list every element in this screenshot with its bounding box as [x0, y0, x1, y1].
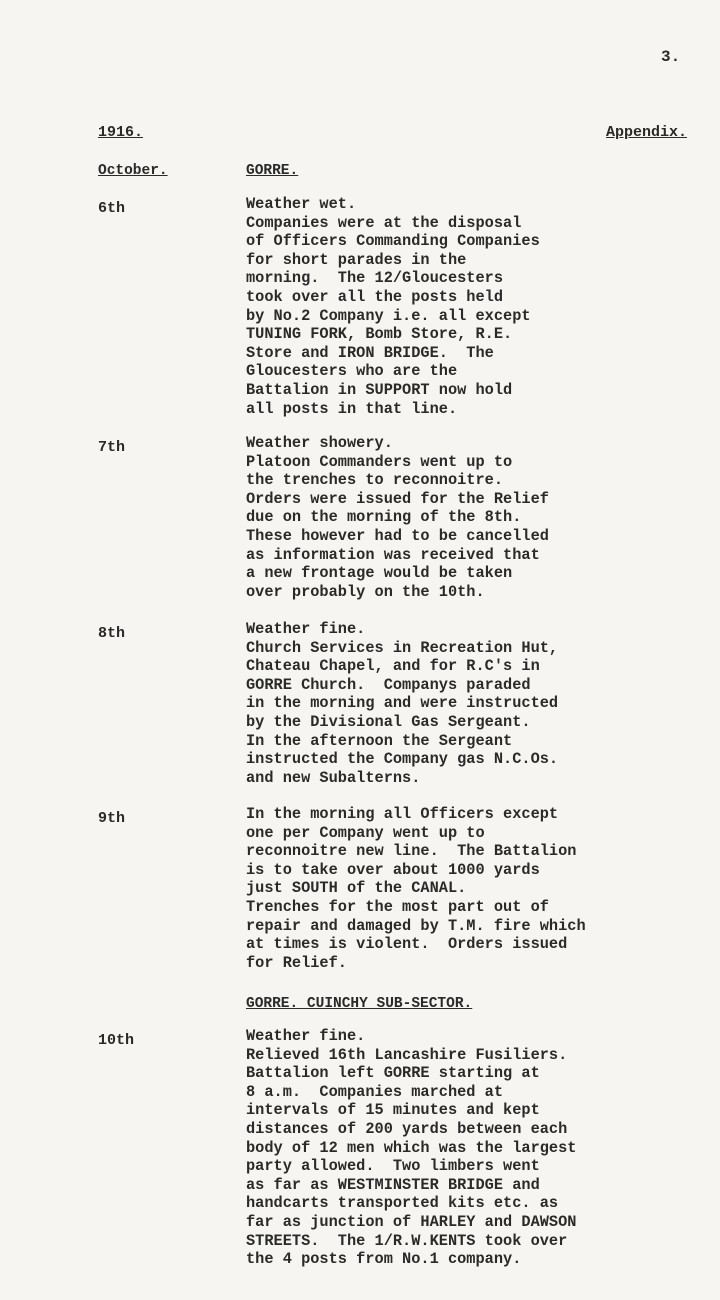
entry-line: intervals of 15 minutes and kept: [246, 1101, 540, 1120]
entry-line: Companies were at the disposal: [246, 213, 522, 232]
entry-line: body of 12 men which was the largest: [246, 1138, 577, 1157]
entry-date-6th: 6th: [98, 200, 126, 217]
entry-line: STREETS. The 1/R.W.KENTS took over: [246, 1231, 568, 1250]
entry-line: by the Divisional Gas Sergeant.: [246, 712, 531, 731]
entry-line: as information was received that: [246, 545, 540, 564]
entry-line: GORRE Church. Companys paraded: [246, 675, 531, 694]
entry-line: Weather wet.: [246, 195, 357, 213]
entry-line: took over all the posts held: [246, 287, 504, 306]
entry-line: a new frontage would be taken: [246, 564, 513, 583]
entry-text-9th: [246, 805, 666, 972]
entry-text-8th: [246, 620, 666, 787]
entry-line: TUNING FORK, Bomb Store, R.E.: [246, 325, 513, 344]
entry-line: by No.2 Company i.e. all except: [246, 306, 531, 325]
entry-date-7th: 7th: [98, 439, 126, 456]
entry-line: Store and IRON BRIDGE. The: [246, 343, 494, 362]
entry-line: instructed the Company gas N.C.Os.: [246, 750, 559, 769]
entry-line: of Officers Commanding Companies: [246, 232, 540, 251]
entry-text-6th: [246, 195, 666, 418]
entry-line: far as junction of HARLEY and DAWSON: [246, 1212, 577, 1231]
entry-line: In the morning all Officers except: [246, 805, 559, 823]
entry-date-8th: 8th: [98, 625, 126, 642]
entry-line: handcarts transported kits etc. as: [246, 1194, 559, 1213]
entry-line: party allowed. Two limbers went: [246, 1157, 540, 1176]
entry-line: Platoon Commanders went up to: [246, 452, 513, 471]
location-heading-gorre: GORRE.: [246, 163, 299, 179]
entry-line: Weather fine.: [246, 1027, 366, 1045]
entry-line: reconnoitre new line. The Battalion: [246, 842, 577, 861]
entry-text-7th: [246, 434, 666, 601]
entry-line: Trenches for the most part out of: [246, 897, 549, 916]
entry-date-10th: 10th: [98, 1032, 135, 1049]
entry-date-9th: 9th: [98, 810, 126, 827]
entry-line: Weather showery.: [246, 434, 393, 452]
entry-line: at times is violent. Orders issued: [246, 935, 568, 954]
entry-line: repair and damaged by T.M. fire which: [246, 916, 586, 935]
entry-line: These however had to be cancelled: [246, 526, 549, 545]
entry-line: In the afternoon the Sergeant: [246, 731, 513, 750]
entry-line: Orders were issued for the Relief: [246, 489, 549, 508]
page-number: 3.: [661, 48, 681, 66]
entry-line: for Relief.: [246, 953, 347, 972]
entry-line: Weather fine.: [246, 620, 366, 638]
entry-line: morning. The 12/Gloucesters: [246, 269, 504, 288]
entry-line: all posts in that line.: [246, 399, 458, 418]
entry-line: over probably on the 10th.: [246, 582, 485, 601]
entry-line: in the morning and were instructed: [246, 694, 559, 713]
entry-line: 8 a.m. Companies marched at: [246, 1082, 504, 1101]
entry-line: is to take over about 1000 yards: [246, 860, 540, 879]
entry-text-10th: [246, 1027, 666, 1269]
entry-line: Battalion in SUPPORT now hold: [246, 380, 513, 399]
entry-line: distances of 200 yards between each: [246, 1119, 568, 1138]
entry-line: Battalion left GORRE starting at: [246, 1064, 540, 1083]
month-heading: October.: [98, 163, 168, 179]
entry-line: for short parades in the: [246, 250, 467, 269]
entry-line: Gloucesters who are the: [246, 362, 458, 381]
entry-line: as far as WESTMINSTER BRIDGE and: [246, 1175, 540, 1194]
appendix-label: Appendix.: [606, 124, 688, 141]
entry-line: one per Company went up to: [246, 823, 485, 842]
entry-line: Church Services in Recreation Hut,: [246, 638, 559, 657]
entry-line: just SOUTH of the CANAL.: [246, 879, 467, 898]
entry-line: due on the morning of the 8th.: [246, 508, 522, 527]
entry-line: the 4 posts from No.1 company.: [246, 1250, 522, 1269]
entry-line: Chateau Chapel, and for R.C's in: [246, 657, 540, 676]
location-heading-cuinchy: GORRE. CUINCHY SUB-SECTOR.: [246, 996, 473, 1012]
entry-line: and new Subalterns.: [246, 768, 421, 787]
year-heading: 1916.: [98, 124, 144, 141]
entry-line: the trenches to reconnoitre.: [246, 471, 504, 490]
entry-line: Relieved 16th Lancashire Fusiliers.: [246, 1045, 568, 1064]
